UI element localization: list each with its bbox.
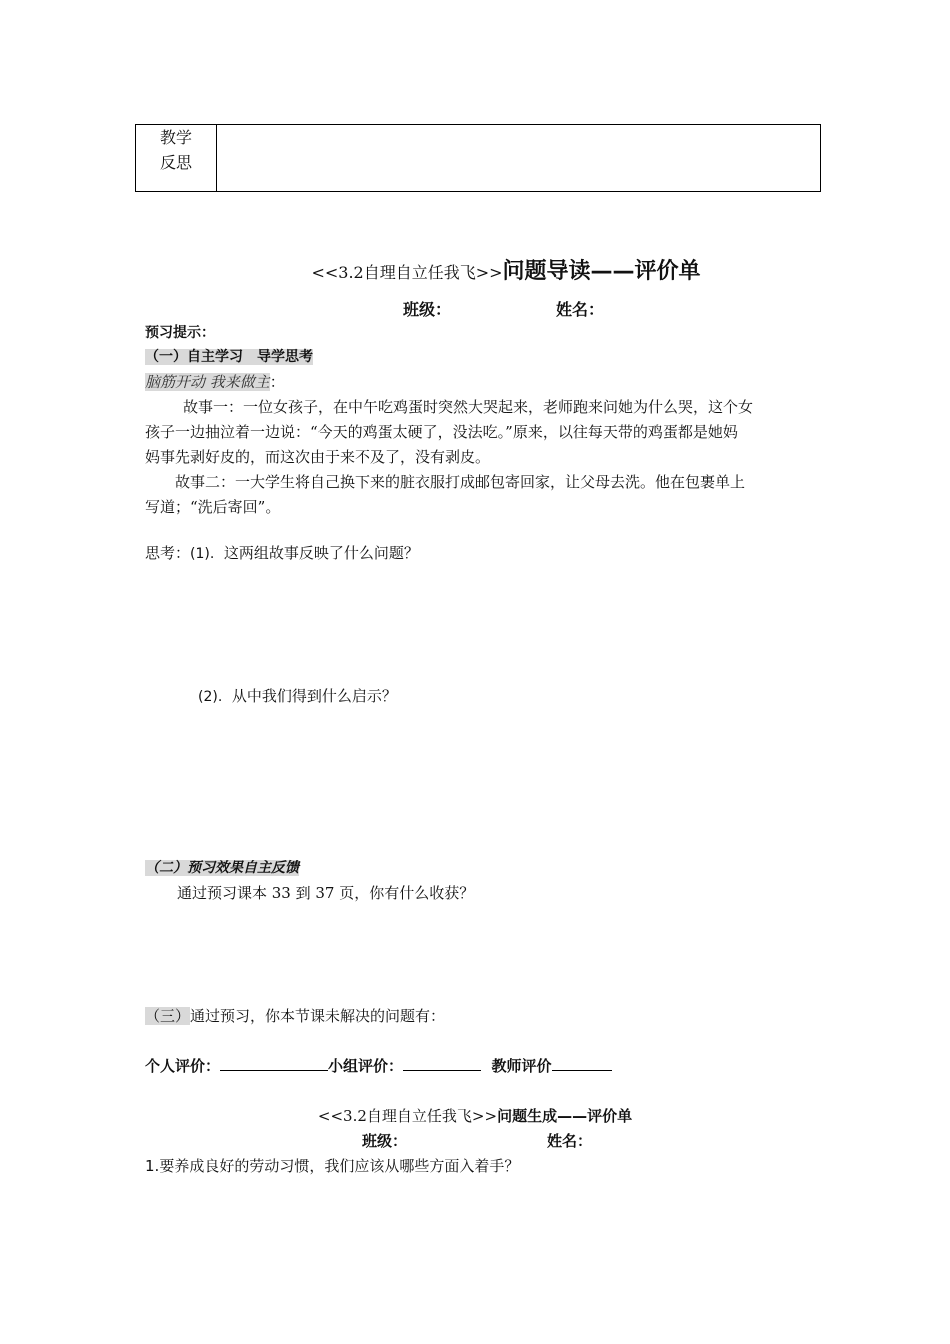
- section2-heading: [145, 857, 299, 877]
- q2-number: (2).: [198, 689, 223, 705]
- story1-line2: 孩子一边抽泣着一边说：“今天的鸡蛋太硬了，没法吃。”原来，以往每天带的鸡蛋都是她妈: [145, 423, 738, 441]
- worksheet2-title: [0, 1105, 950, 1126]
- section1-sub-text: 脑筋开动 我来做主: [145, 373, 270, 391]
- worksheet2-title-bold: 问题生成——评价单: [497, 1107, 633, 1125]
- story2-line1: 故事二：一大学生将自己换下来的脏衣服打成邮包寄回家，让父母去洗。他在包裹单上: [175, 473, 746, 491]
- worksheet1-title-lead: <<3.2自理自立任我飞>>: [311, 263, 503, 282]
- reflection-label-line1: 教学: [159, 128, 192, 147]
- think-question2: [198, 685, 397, 706]
- eval-teacher-field[interactable]: [552, 1056, 612, 1071]
- reflection-content-cell[interactable]: [217, 125, 821, 192]
- worksheet2-title-lead: <<3.2自理自立任我飞>>: [317, 1107, 498, 1125]
- q1-text: 这两组故事反映了什么问题？: [223, 544, 419, 562]
- story2-line2: 写道；“洗后寄回”。: [145, 498, 281, 516]
- section1-heading: [145, 346, 313, 366]
- q2-text: 从中我们得到什么启示？: [231, 687, 397, 705]
- section1-sub-colon: ：: [269, 373, 285, 391]
- worksheet2-name-label: 姓名：: [547, 1132, 593, 1150]
- worksheet1-title-bold: 问题导读——评价单: [502, 259, 701, 284]
- section1-subheading: [145, 371, 285, 392]
- section3-text: 通过预习，你本节课未解决的问题有：: [190, 1007, 446, 1025]
- worksheet1-class-label: 班级：: [403, 300, 452, 319]
- worksheet2-class-label: 班级：: [362, 1132, 408, 1150]
- q1-number: (1).: [190, 546, 215, 562]
- think-question1: [145, 542, 419, 563]
- section3-heading: （三）: [145, 1007, 191, 1025]
- worksheet2-q1-number: 1.: [145, 1157, 160, 1175]
- evaluation-row: [145, 1055, 612, 1076]
- reflection-table: [135, 124, 821, 192]
- eval-personal-label: 个人评价：: [145, 1057, 221, 1075]
- section3-line: [145, 1005, 445, 1026]
- worksheet1-title: [0, 254, 950, 285]
- section2-text: 通过预习课本 33 到 37 页，你有什么收获？: [177, 884, 475, 902]
- think-label: 思考：: [145, 544, 191, 562]
- reflection-label-cell: [136, 125, 217, 192]
- eval-personal-field[interactable]: [220, 1056, 328, 1071]
- section1-heading-text: （一）自主学习 导学思考: [145, 349, 313, 365]
- reflection-label-line2: 反思: [159, 153, 192, 172]
- worksheet2-question1: [145, 1155, 519, 1176]
- story1-line3: 妈事先剥好皮的，而这次由于来不及了，没有剥皮。: [145, 448, 491, 466]
- preview-tip: 预习提示：: [145, 325, 215, 341]
- eval-group-label: 小组评价：: [328, 1057, 404, 1075]
- worksheet2-q1-text: 要养成良好的劳动习惯，我们应该从哪些方面入着手？: [159, 1157, 520, 1175]
- story1-line1: 故事一：一位女孩子，在中午吃鸡蛋时突然大哭起来，老师跑来问她为什么哭，这个女: [183, 398, 754, 416]
- section2-heading-text: （二）预习效果自主反馈: [145, 860, 299, 876]
- worksheet1-name-label: 姓名：: [556, 300, 605, 319]
- eval-group-field[interactable]: [403, 1056, 481, 1071]
- eval-teacher-label: 教师评价: [491, 1057, 552, 1075]
